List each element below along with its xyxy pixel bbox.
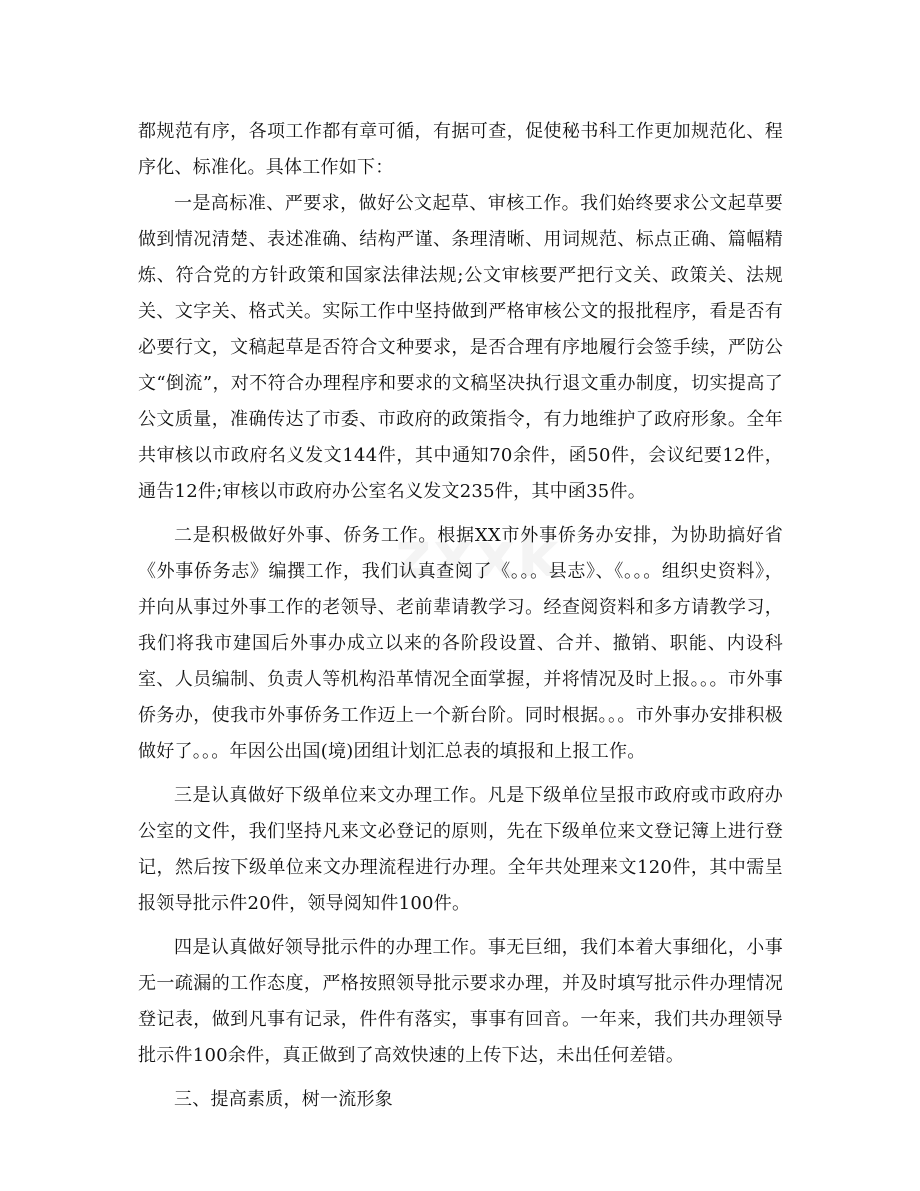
section-heading: 三、提高素质，树一流形象 bbox=[174, 1089, 393, 1110]
paragraph-item-three: 三是认真做好下级单位来文办理工作。凡是下级单位呈报市政府或市政府办公室的文件，我们坚持凡来文必登记的原则，先在下级单位来文登记簿上进行登记，然后按下级单位来文办理流程进行办理。全年共处理来文120件，其中需呈报领导批示件20件，领导阅知件100件。 bbox=[138, 785, 783, 914]
paragraph-item-two: 二是积极做好外事、侨务工作。根据XX市外事侨务办安排，为协助搞好省《外事侨务志》编撰工作，我们认真查阅了《。。。县志》、《。。。组织史资料》，并向从事过外事工作的老领导、老前辈请教学习。经查阅资料和多方请教学习，我们将我市建国后外事办成立以来的各阶段设置、合并、撤销、职能、内设科室、人员编制、负责人等机构沿革情况全面掌握，并将情况及时上报。。。市外事侨务办，使我市外事侨务工作迈上一个新台阶。同时根据。。。市外事办安排积极做好了。。。年因公出国(境)团组计划汇总表的填报和上报工作。 bbox=[138, 525, 783, 762]
paragraph-intro: 都规范有序，各项工作都有章可循，有据可查，促使秘书科工作更加规范化、程序化、标准化。具体工作如下： bbox=[138, 121, 783, 178]
paragraph-item-one: 一是高标准、严要求，做好公文起草、审核工作。我们始终要求公文起草要做到情况清楚、表述准确、结构严谨、条理清晰、用词规范、标点正确、篇幅精炼、符合党的方针政策和国家法律法规;公文审核要严把行文关、政策关、法规关、文字关、格式关。实际工作中坚持做到严格审核公文的报批程序，看是否有必要行文，文稿起草是否符合文种要求，是否合理有序地履行会签手续，严防公文“倒流”，对不符合办理程序和要求的文稿坚决执行退文重办制度，切实提高了公文质量，准确传达了市委、市政府的政策指令，有力地维护了政府形象。全年共审核以市政府名义发文144件，其中通知70余件，函50件，会议纪要12件，通告12件;审核以市政府办公室名义发文235件，其中函35件。 bbox=[138, 193, 783, 502]
document-body bbox=[138, 114, 783, 1118]
paragraph-item-four: 四是认真做好领导批示件的办理工作。事无巨细，我们本着大事细化，小事无一疏漏的工作态度，严格按照领导批示要求办理，并及时填写批示件办理情况登记表，做到凡事有记录，件件有落实，事事有回音。一年来，我们共办理领导批示件100余件，真正做到了高效快速的上传下达，未出任何差错。 bbox=[138, 937, 783, 1066]
watermark-logo: zxxk bbox=[395, 518, 561, 591]
